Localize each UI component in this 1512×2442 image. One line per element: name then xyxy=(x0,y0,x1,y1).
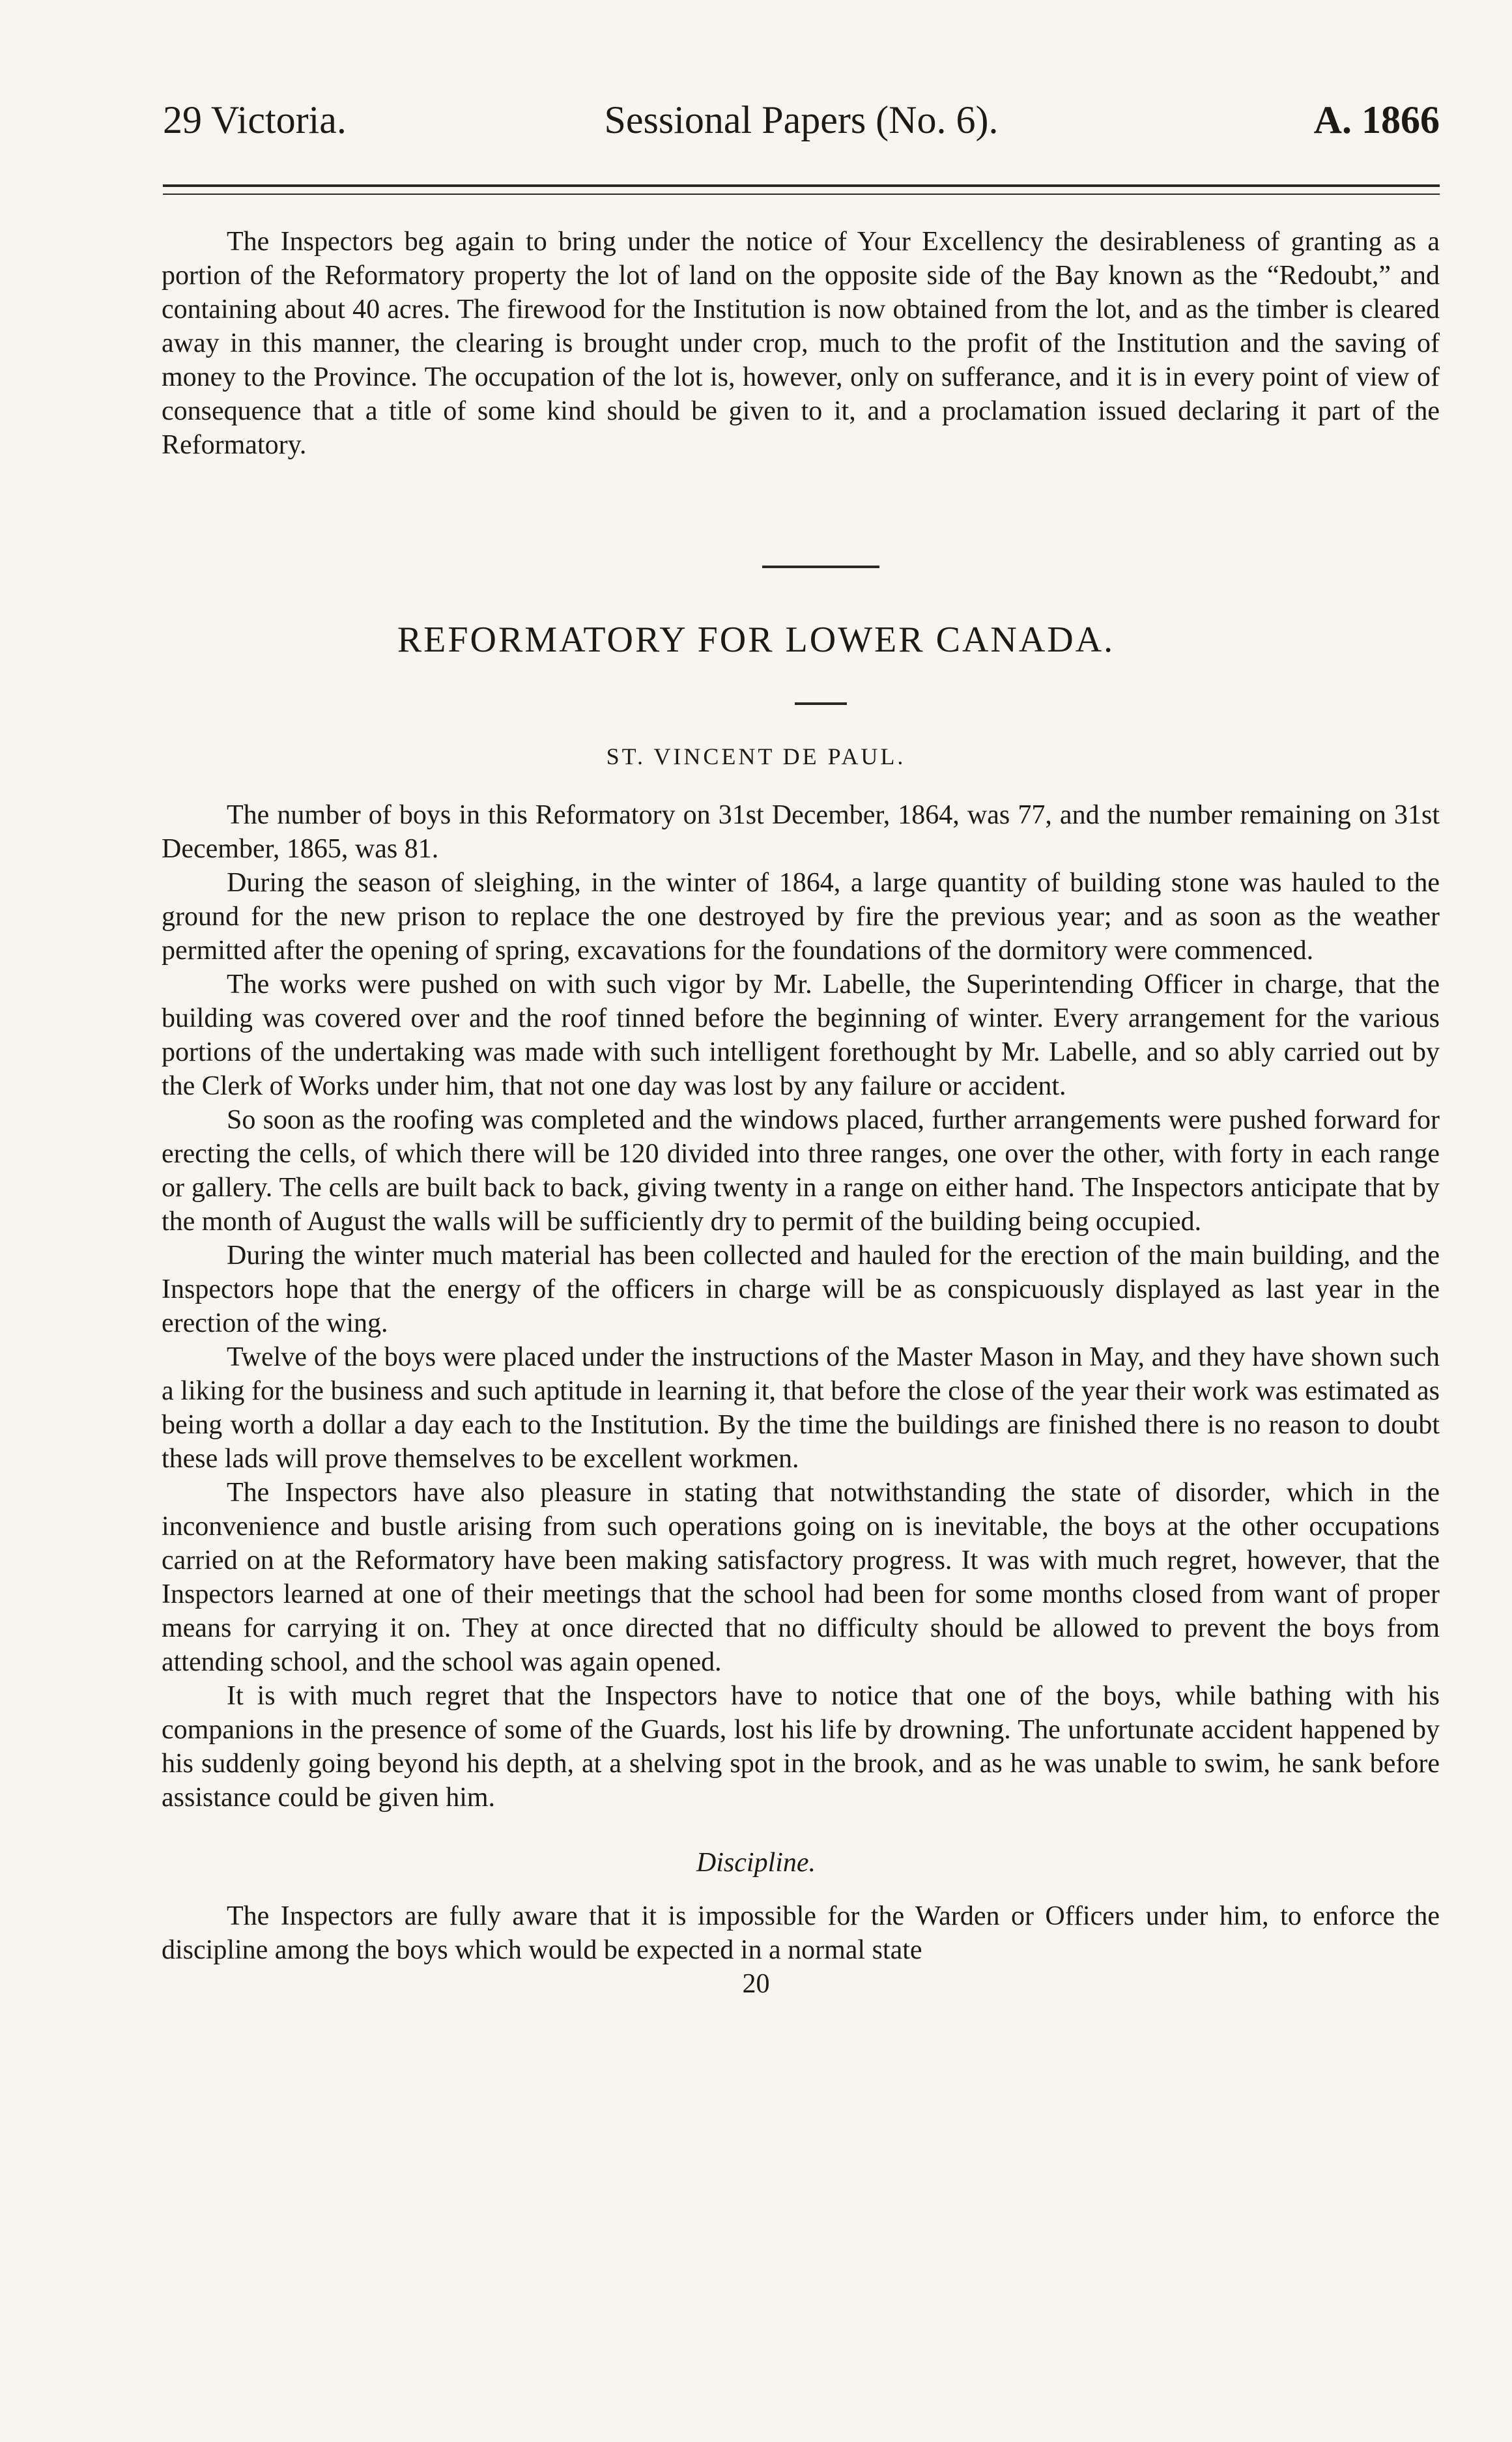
section-divider xyxy=(762,566,879,568)
header-volume: 29 Victoria. xyxy=(163,98,347,141)
paragraph: The number of boys in this Reformatory on 31st December, 1864, was 77, and the number remaining on 31st December, 1865, was 81. xyxy=(162,800,1440,864)
paragraph: During the winter much material has been collected and hauled for the erection of the main building, and the Inspectors hope that the energy of the officers in charge will be as conspicuously displayed as last year in the erection of the wing. xyxy=(162,1241,1440,1338)
page-header xyxy=(163,98,1440,169)
header-title: Sessional Papers (No. 6). xyxy=(604,98,999,141)
paragraph: The Inspectors have also pleasure in stating that notwithstanding the state of disorder, which in the inconvenience and bustle arising from such operations going on is inevitable, the boys at the other occupations carried on at the Reformatory have been making satisfactory progress. It was with much regret, however, that the Inspectors learned at one of their meetings that the school had been for some months closed from want of proper means for carrying it on. They at once directed that no difficulty should be allowed to prevent the boys from attending school, and the school was again opened. xyxy=(162,1478,1440,1677)
paragraph: The works were pushed on with such vigor by Mr. Labelle, the Superintending Officer in charge, that the building was covered over and the roof tinned before the beginning of winter. Every arrangement for the various portions of the undertaking was made with such intelligent forethought by Mr. Labelle, and so ably carried out by the Clerk of Works under him, that not one day was lost by any failure or accident. xyxy=(162,970,1440,1101)
paragraph: So soon as the roofing was completed and the windows placed, further arrangements were pushed forward for erecting the cells, of which there will be 120 divided into three ranges, one over the other, with forty in each range or gallery. The cells are built back to back, giving twenty in a range on either hand. The Inspectors anticipate that by the month of August the walls will be sufficiently dry to permit of the building being occupied. xyxy=(162,1105,1440,1237)
discipline-paragraph: The Inspectors are fully aware that it is impossible for the Warden or Officers under him, to enforce the discipline among the boys which would be expected in a normal state xyxy=(162,1901,1440,1965)
discipline-section xyxy=(162,1899,1440,1967)
page-number: 20 xyxy=(742,1969,770,1999)
paragraph: Twelve of the boys were placed under the instructions of the Master Mason in May, and they have shown such a liking for the business and such aptitude in learning it, that before the close of the year their work was estimated as being worth a dollar a day each to the Institution. By the time the buildings are finished there is no reason to doubt these lads will prove themselves to be excellent workmen. xyxy=(162,1342,1440,1474)
intro-section xyxy=(162,225,1440,462)
paragraph: During the season of sleighing, in the winter of 1864, a large quantity of building stone was hauled to the ground for the new prison to replace the one destroyed by fire the previous year; and as soon as the weather permitted after the opening of spring, excavations for the foundations of the dormitory were commenced. xyxy=(162,868,1440,966)
paragraph: It is with much regret that the Inspectors have to notice that one of the boys, while bathing with his companions in the presence of some of the Guards, lost his life by drowning. The unfortunate accident happened by his suddenly going beyond his depth, at a shelving spot in the brook, and as he was unable to swim, he sank before assistance could be given him. xyxy=(162,1681,1440,1813)
header-rule-bottom xyxy=(163,194,1440,195)
section-title: REFORMATORY FOR LOWER CANADA. xyxy=(397,620,1115,660)
header-year: A. 1866 xyxy=(1313,98,1440,141)
main-body xyxy=(162,798,1440,1815)
discipline-heading: Discipline. xyxy=(696,1848,816,1878)
intro-paragraph: The Inspectors beg again to bring under the notice of Your Excellency the desirableness of granting as a portion of the Reformatory property the lot of land on the opposite side of the Bay known as the “Redoubt,” and containing about 40 acres. The firewood for the Institution is now obtained from the lot, and as the timber is cleared away in this manner, the clearing is brought under crop, much to the profit of the Institution and the saving of money to the Province. The occupation of the lot is, however, only on sufferance, and it is in every point of view of consequence that a title of some kind should be given to it, and a proclamation issued declaring it part of the Reformatory. xyxy=(162,227,1440,460)
section-subtitle: ST. VINCENT DE PAUL. xyxy=(606,743,906,769)
header-rule-top xyxy=(163,184,1440,187)
title-divider xyxy=(795,702,847,705)
